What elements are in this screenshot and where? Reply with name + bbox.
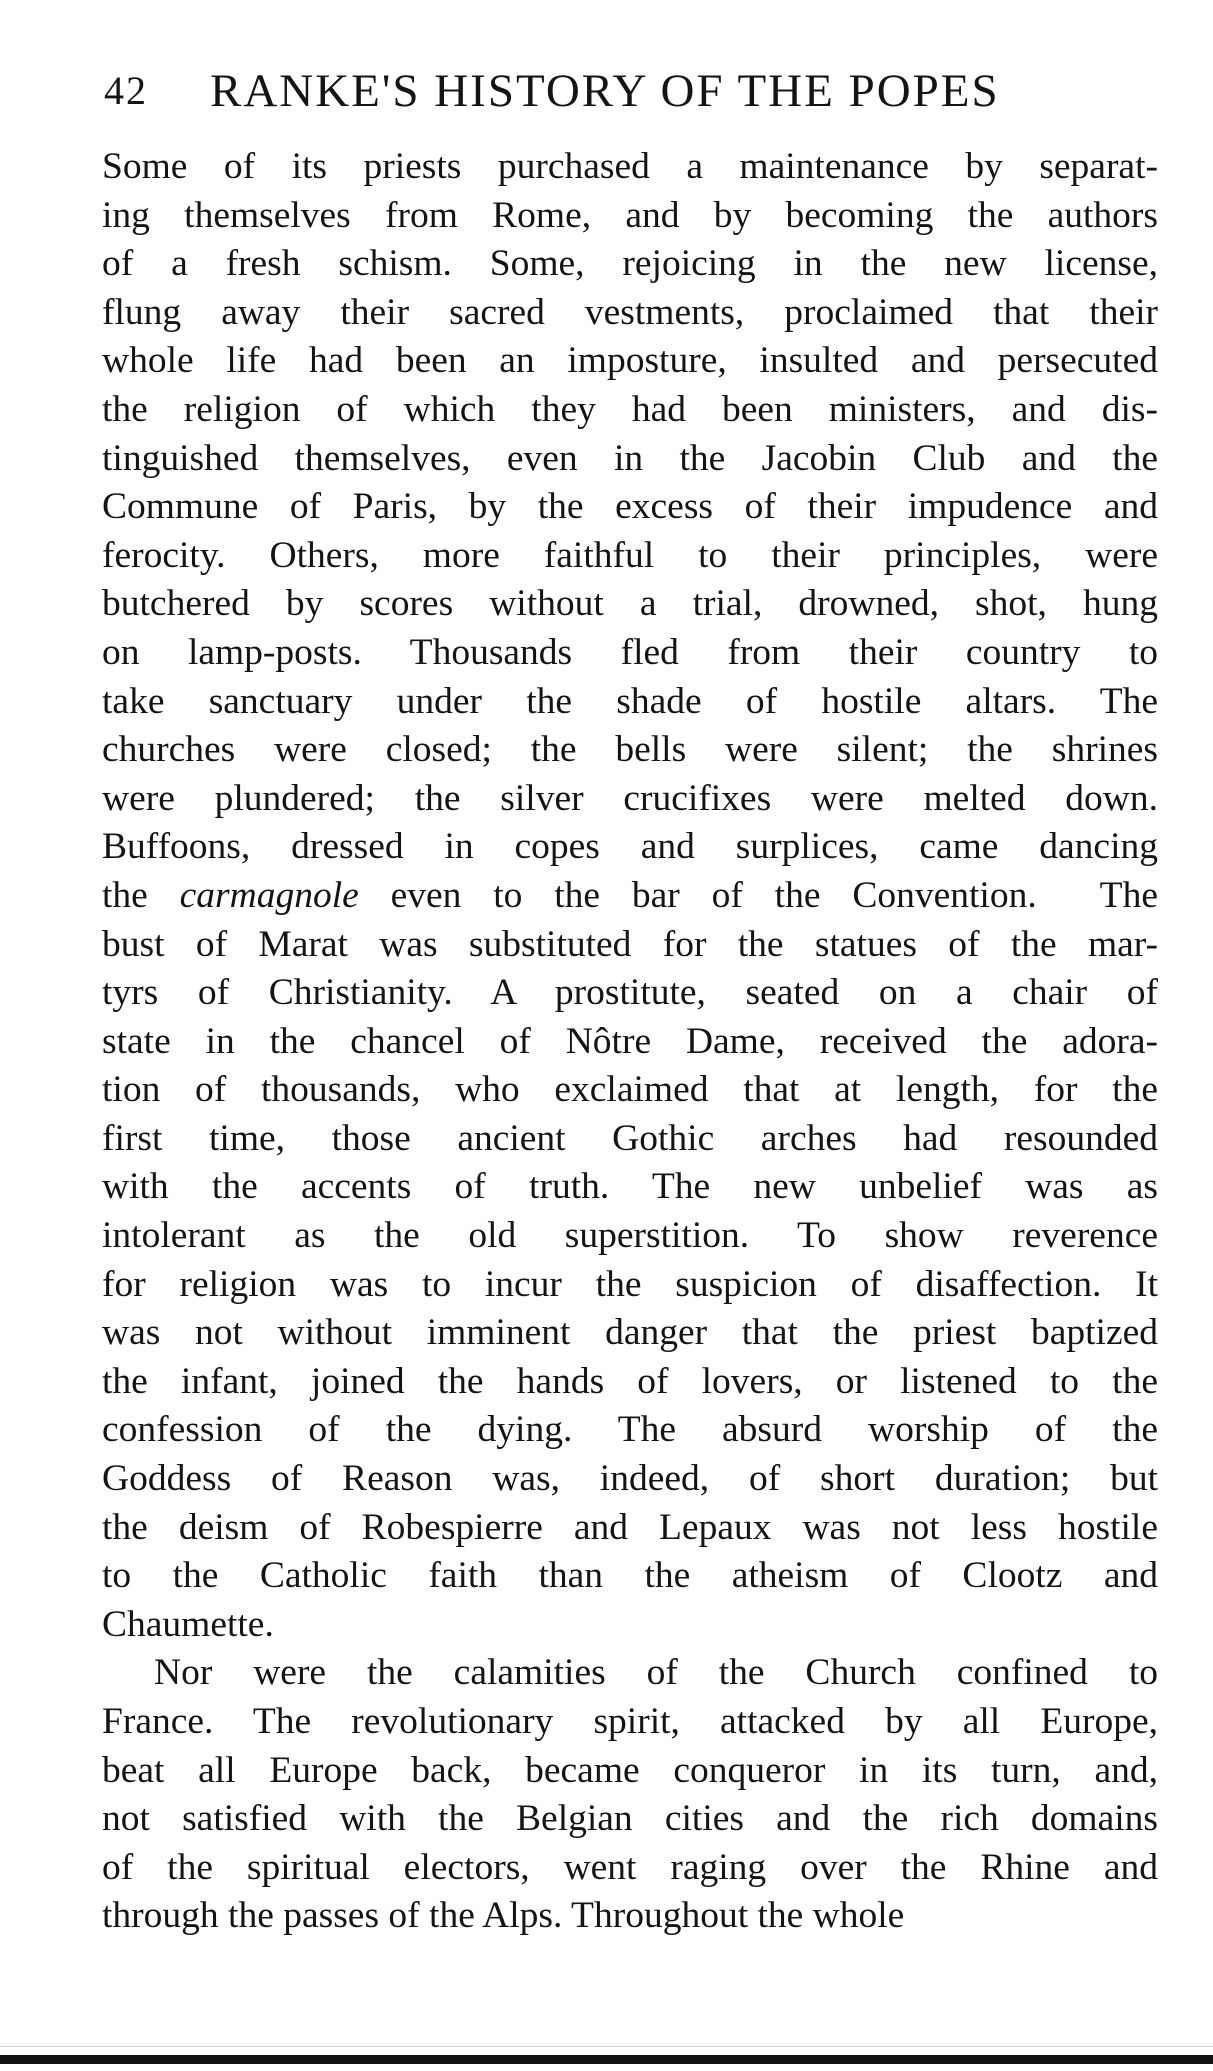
text-line: the deism of Robespierre and Lepaux was not less hostile <box>102 1506 1158 1548</box>
text-line: flung away their sacred vestments, proclaimed that their <box>102 291 1158 333</box>
page-edge-line <box>0 2046 1213 2047</box>
text-line: was not without imminent danger that the priest baptized <box>102 1312 1158 1354</box>
text-line: Some of its priests purchased a maintenance by separat- <box>102 146 1158 187</box>
text-line: first time, those ancient Gothic arches had resounded <box>102 1117 1158 1159</box>
text-line: ferocity. Others, more faithful to their principles, were <box>102 534 1158 576</box>
text-line: Nor were the calamities of the Church confined to <box>154 1652 1158 1694</box>
paragraph <box>102 1649 1158 1941</box>
text-line: Commune of Paris, by the excess of their impudence and <box>102 486 1158 528</box>
text-line: with the accents of truth. The new unbelief was as <box>102 1166 1158 1208</box>
page-bottom-edge <box>0 2055 1213 2064</box>
text-line: Goddess of Reason was, indeed, of short duration; but <box>102 1458 1158 1500</box>
text-line: tion of thousands, who exclaimed that at length, for the <box>102 1069 1158 1111</box>
paragraph <box>102 143 1158 1649</box>
text-line: through the passes of the Alps. Throughout the whole <box>102 1895 905 1937</box>
text-line: France. The revolutionary spirit, attacked by all Europe, <box>102 1701 1158 1742</box>
text-line: intolerant as the old superstition. To show reverence <box>102 1215 1158 1257</box>
text-run: even to the bar of the Convention. The <box>358 874 1158 916</box>
text-line: of the spiritual electors, went raging over the Rhine and <box>102 1846 1158 1888</box>
text-line: not satisfied with the Belgian cities and the rich domains <box>102 1798 1158 1840</box>
text-line: whole life had been an imposture, insulted and persecuted <box>102 340 1158 382</box>
page-header <box>104 56 1134 126</box>
text-line: were plundered; the silver crucifixes were melted down. <box>102 777 1158 819</box>
text-line: confession of the dying. The absurd worship of the <box>102 1409 1158 1451</box>
text-line: Buffoons, dressed in copes and surplices, came dancing <box>102 826 1158 868</box>
text-line: take sanctuary under the shade of hostile altars. The <box>102 680 1158 722</box>
running-title: RANKE'S HISTORY OF THE POPES <box>210 65 1000 117</box>
text-line: beat all Europe back, became conqueror in its turn, and, <box>102 1749 1158 1791</box>
text-line: churches were closed; the bells were silent; the shrines <box>102 729 1158 771</box>
text-line: for religion was to incur the suspicion of disaffection. It <box>102 1263 1158 1305</box>
text-line: tyrs of Christianity. A prostitute, seated on a chair of <box>102 972 1158 1014</box>
text-line: the infant, joined the hands of lovers, or listened to the <box>102 1360 1158 1402</box>
text-line <box>102 872 1158 921</box>
text-line: bust of Marat was substituted for the statues of the mar- <box>102 923 1158 965</box>
text-line: the religion of which they had been ministers, and dis- <box>102 388 1158 430</box>
text-line: on lamp-posts. Thousands fled from their country to <box>102 631 1158 673</box>
page-number: 42 <box>104 68 148 113</box>
text-line: to the Catholic faith than the atheism of Clootz and <box>102 1555 1158 1597</box>
text-line: tinguished themselves, even in the Jacobin Club and the <box>102 437 1158 479</box>
text-line: of a fresh schism. Some, rejoicing in the new license, <box>102 243 1158 285</box>
text-run: the <box>102 874 180 916</box>
text-line: Chaumette. <box>102 1603 274 1645</box>
italic-word: carmagnole <box>179 874 359 916</box>
text-line: ing themselves from Rome, and by becoming the authors <box>102 194 1158 236</box>
body-text <box>102 143 1158 1941</box>
text-line: butchered by scores without a trial, drowned, shot, hung <box>102 583 1158 625</box>
text-line: state in the chancel of Nôtre Dame, received the adora- <box>102 1020 1158 1062</box>
